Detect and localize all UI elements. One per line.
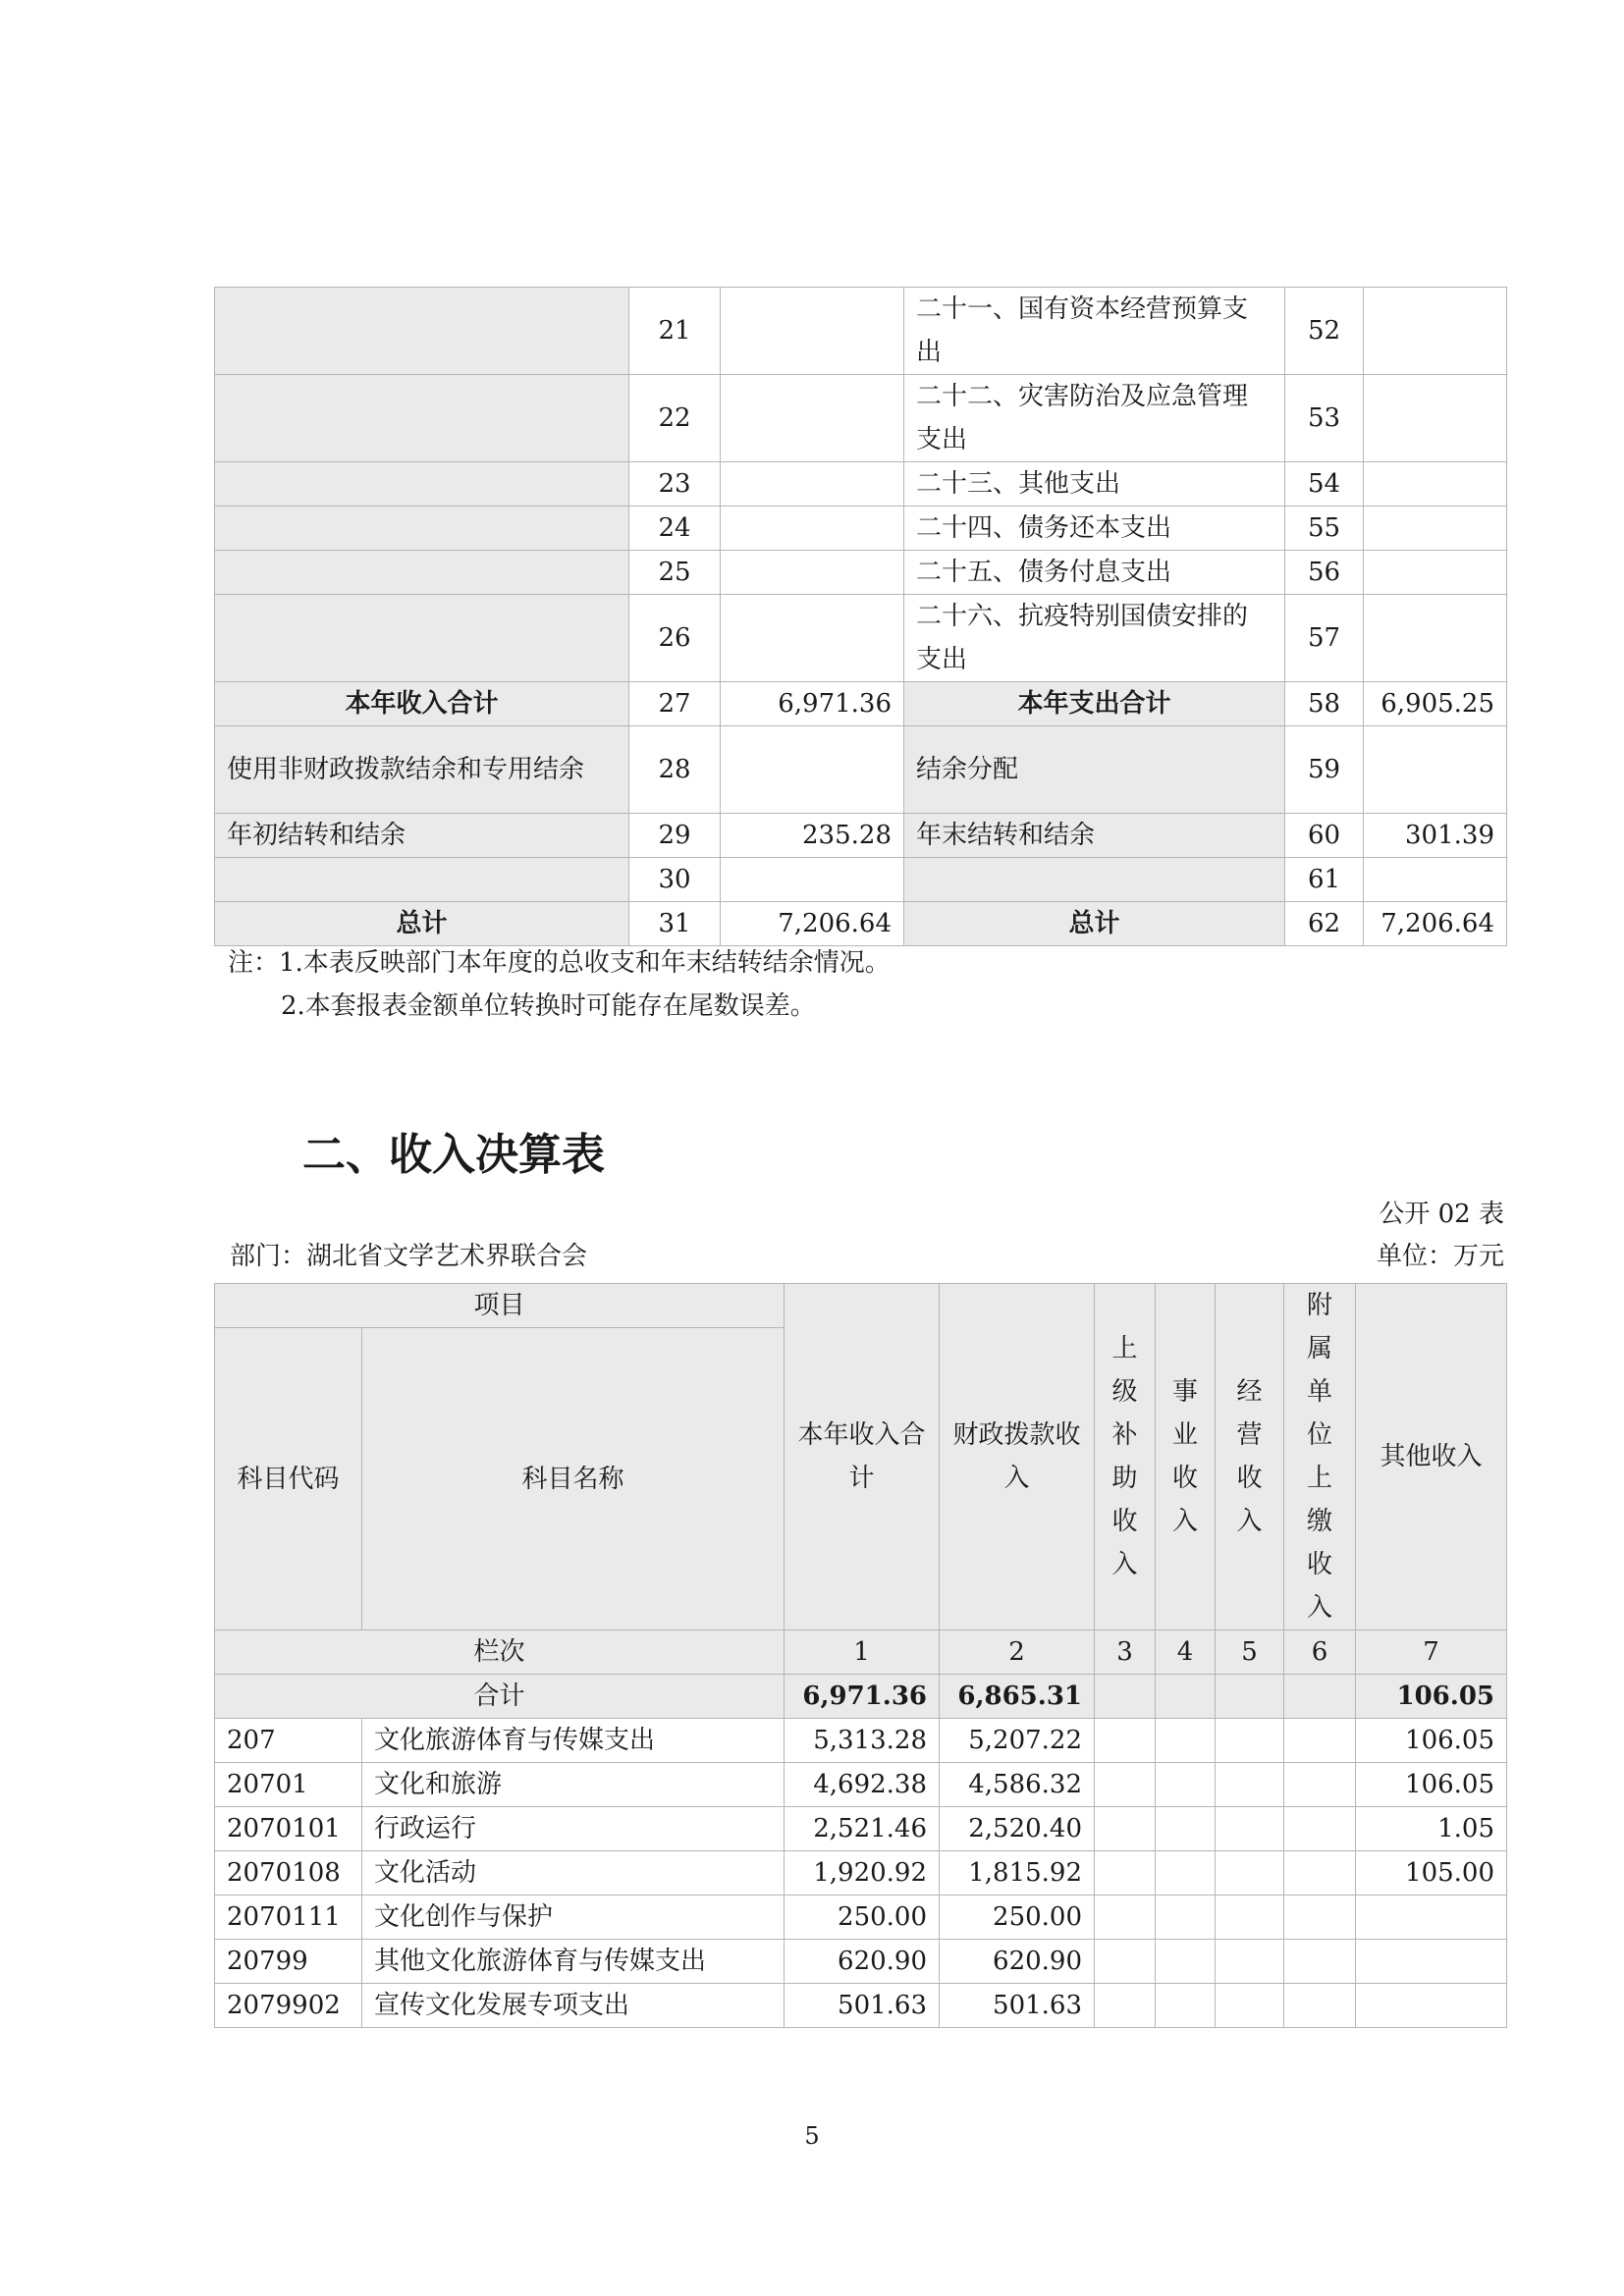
sum-label: 合计 [215, 1675, 785, 1719]
fiscal-income: 1,815.92 [940, 1851, 1095, 1896]
income-line-no: 22 [629, 375, 721, 462]
income-amount [721, 375, 904, 462]
empty-cell [1156, 1719, 1216, 1763]
income-amount [721, 507, 904, 551]
sum-operating [1216, 1675, 1284, 1719]
expense-label: 总计 [904, 902, 1285, 946]
subject-code: 20799 [215, 1940, 362, 1984]
table-row [215, 595, 1507, 682]
column-index-6: 6 [1284, 1630, 1356, 1675]
income-label [215, 288, 629, 375]
expense-label: 结余分配 [904, 726, 1285, 814]
income-line-no: 30 [629, 858, 721, 902]
table-row [215, 1807, 1507, 1851]
empty-cell [1095, 1807, 1156, 1851]
expense-label: 二十五、债务付息支出 [904, 551, 1285, 595]
expense-amount: 7,206.64 [1364, 902, 1507, 946]
column-index-7: 7 [1356, 1630, 1507, 1675]
empty-cell [1095, 1851, 1156, 1896]
empty-cell [1284, 1807, 1356, 1851]
table-row [215, 814, 1507, 858]
header-code: 科目代码 [215, 1328, 362, 1630]
header-row [215, 1284, 1507, 1328]
table-note-2: 2.本套报表金额单位转换时可能存在尾数误差。 [281, 991, 816, 1021]
sum-affiliated [1284, 1675, 1356, 1719]
empty-cell [1156, 1984, 1216, 2028]
sum-business [1156, 1675, 1216, 1719]
empty-cell [1216, 1940, 1284, 1984]
table-row [215, 551, 1507, 595]
expense-label: 年末结转和结余 [904, 814, 1285, 858]
income-amount: 6,971.36 [721, 682, 904, 726]
total-income: 4,692.38 [785, 1763, 940, 1807]
income-line-no: 25 [629, 551, 721, 595]
other-income [1356, 1940, 1507, 1984]
table-row [215, 462, 1507, 507]
income-label: 本年收入合计 [215, 682, 629, 726]
empty-cell [1095, 1896, 1156, 1940]
subject-code: 2070111 [215, 1896, 362, 1940]
subject-code: 2070108 [215, 1851, 362, 1896]
empty-cell [1216, 1763, 1284, 1807]
subject-name: 其他文化旅游体育与传媒支出 [362, 1940, 785, 1984]
income-label [215, 595, 629, 682]
subject-name: 行政运行 [362, 1807, 785, 1851]
fiscal-income: 5,207.22 [940, 1719, 1095, 1763]
fiscal-income: 250.00 [940, 1896, 1095, 1940]
department-label: 部门：湖北省文学艺术界联合会 [230, 1242, 588, 1271]
income-line-no: 26 [629, 595, 721, 682]
total-income: 250.00 [785, 1896, 940, 1940]
expense-label: 二十三、其他支出 [904, 462, 1285, 507]
header-item: 项目 [215, 1284, 785, 1328]
sum-row [215, 1675, 1507, 1719]
income-line-no: 27 [629, 682, 721, 726]
expense-line-no: 53 [1285, 375, 1364, 462]
expense-amount [1364, 595, 1507, 682]
sum-total: 6,971.36 [785, 1675, 940, 1719]
header-business: 事 业 收 入 [1156, 1284, 1216, 1630]
income-label: 年初结转和结余 [215, 814, 629, 858]
empty-cell [1156, 1940, 1216, 1984]
table-row [215, 375, 1507, 462]
income-line-no: 23 [629, 462, 721, 507]
expense-amount [1364, 507, 1507, 551]
other-income: 106.05 [1356, 1719, 1507, 1763]
empty-cell [1284, 1763, 1356, 1807]
total-income: 5,313.28 [785, 1719, 940, 1763]
income-line-no: 31 [629, 902, 721, 946]
income-label [215, 507, 629, 551]
income-label [215, 462, 629, 507]
income-line-no: 24 [629, 507, 721, 551]
other-income: 106.05 [1356, 1763, 1507, 1807]
expense-line-no: 52 [1285, 288, 1364, 375]
empty-cell [1095, 1984, 1156, 2028]
column-index-5: 5 [1216, 1630, 1284, 1675]
table-row [215, 1763, 1507, 1807]
other-income: 105.00 [1356, 1851, 1507, 1896]
income-amount [721, 462, 904, 507]
expense-label: 本年支出合计 [904, 682, 1285, 726]
header-affiliated: 附 属 单 位 上 缴 收 入 [1284, 1284, 1356, 1630]
subject-code: 2079902 [215, 1984, 362, 2028]
expense-label: 二十一、国有资本经营预算支出 [904, 288, 1285, 375]
column-index-1: 1 [785, 1630, 940, 1675]
expense-amount [1364, 375, 1507, 462]
expense-line-no: 62 [1285, 902, 1364, 946]
empty-cell [1284, 1984, 1356, 2028]
expense-label [904, 858, 1285, 902]
other-income: 1.05 [1356, 1807, 1507, 1851]
form-number: 公开 02 表 [1379, 1200, 1504, 1229]
column-index-label: 栏次 [215, 1630, 785, 1675]
other-income [1356, 1896, 1507, 1940]
total-income: 620.90 [785, 1940, 940, 1984]
income-label: 使用非财政拨款结余和专用结余 [215, 726, 629, 814]
income-amount [721, 858, 904, 902]
income-amount [721, 595, 904, 682]
expense-amount [1364, 288, 1507, 375]
income-label [215, 858, 629, 902]
header-superior: 上 级 补 助 收 入 [1095, 1284, 1156, 1630]
empty-cell [1284, 1719, 1356, 1763]
income-table [214, 1283, 1507, 2028]
table-row [215, 682, 1507, 726]
column-index-3: 3 [1095, 1630, 1156, 1675]
empty-cell [1095, 1719, 1156, 1763]
balance-table [214, 287, 1507, 946]
expense-line-no: 58 [1285, 682, 1364, 726]
income-amount: 7,206.64 [721, 902, 904, 946]
fiscal-income: 2,520.40 [940, 1807, 1095, 1851]
page-number: 5 [804, 2122, 820, 2150]
column-index-4: 4 [1156, 1630, 1216, 1675]
income-line-no: 28 [629, 726, 721, 814]
empty-cell [1216, 1807, 1284, 1851]
table-row [215, 1940, 1507, 1984]
expense-amount [1364, 726, 1507, 814]
header-operating: 经 营 收 入 [1216, 1284, 1284, 1630]
income-label [215, 375, 629, 462]
sum-superior [1095, 1675, 1156, 1719]
empty-cell [1156, 1896, 1216, 1940]
expense-amount [1364, 462, 1507, 507]
empty-cell [1156, 1807, 1216, 1851]
subject-name: 文化和旅游 [362, 1763, 785, 1807]
header-fiscal: 财政拨款收入 [940, 1284, 1095, 1630]
table-row [215, 1896, 1507, 1940]
income-amount: 235.28 [721, 814, 904, 858]
total-income: 1,920.92 [785, 1851, 940, 1896]
expense-amount [1364, 551, 1507, 595]
empty-cell [1216, 1719, 1284, 1763]
expense-line-no: 56 [1285, 551, 1364, 595]
other-income [1356, 1984, 1507, 2028]
income-amount [721, 551, 904, 595]
empty-cell [1284, 1940, 1356, 1984]
subject-code: 20701 [215, 1763, 362, 1807]
subject-name: 文化活动 [362, 1851, 785, 1896]
empty-cell [1216, 1851, 1284, 1896]
empty-cell [1284, 1851, 1356, 1896]
expense-amount: 301.39 [1364, 814, 1507, 858]
expense-line-no: 60 [1285, 814, 1364, 858]
empty-cell [1095, 1940, 1156, 1984]
empty-cell [1156, 1763, 1216, 1807]
income-label [215, 551, 629, 595]
fiscal-income: 620.90 [940, 1940, 1095, 1984]
header-name: 科目名称 [362, 1328, 785, 1630]
total-income: 501.63 [785, 1984, 940, 2028]
subject-code: 207 [215, 1719, 362, 1763]
empty-cell [1216, 1896, 1284, 1940]
table-row [215, 507, 1507, 551]
expense-label: 二十六、抗疫特别国债安排的支出 [904, 595, 1285, 682]
column-index-2: 2 [940, 1630, 1095, 1675]
expense-amount: 6,905.25 [1364, 682, 1507, 726]
income-amount [721, 288, 904, 375]
empty-cell [1156, 1851, 1216, 1896]
section-title: 二、收入决算表 [302, 1130, 605, 1180]
income-line-no: 29 [629, 814, 721, 858]
income-amount [721, 726, 904, 814]
expense-line-no: 59 [1285, 726, 1364, 814]
expense-line-no: 55 [1285, 507, 1364, 551]
expense-amount [1364, 858, 1507, 902]
expense-line-no: 61 [1285, 858, 1364, 902]
table-row [215, 1719, 1507, 1763]
expense-label: 二十四、债务还本支出 [904, 507, 1285, 551]
sum-other: 106.05 [1356, 1675, 1507, 1719]
subject-code: 2070101 [215, 1807, 362, 1851]
column-index-row [215, 1630, 1507, 1675]
table-note-1: 注：1.本表反映部门本年度的总收支和年末结转结余情况。 [228, 948, 891, 978]
empty-cell [1216, 1984, 1284, 2028]
table-row [215, 726, 1507, 814]
table-row [215, 902, 1507, 946]
subject-name: 文化旅游体育与传媒支出 [362, 1719, 785, 1763]
subject-name: 文化创作与保护 [362, 1896, 785, 1940]
fiscal-income: 501.63 [940, 1984, 1095, 2028]
table-row [215, 1851, 1507, 1896]
table-row [215, 1984, 1507, 2028]
header-total: 本年收入合计 [785, 1284, 940, 1630]
expense-line-no: 57 [1285, 595, 1364, 682]
expense-line-no: 54 [1285, 462, 1364, 507]
sum-fiscal: 6,865.31 [940, 1675, 1095, 1719]
unit-label: 单位：万元 [1376, 1242, 1504, 1271]
expense-label: 二十二、灾害防治及应急管理支出 [904, 375, 1285, 462]
empty-cell [1284, 1896, 1356, 1940]
income-label: 总计 [215, 902, 629, 946]
total-income: 2,521.46 [785, 1807, 940, 1851]
empty-cell [1095, 1763, 1156, 1807]
income-line-no: 21 [629, 288, 721, 375]
fiscal-income: 4,586.32 [940, 1763, 1095, 1807]
header-other: 其他收入 [1356, 1284, 1507, 1630]
subject-name: 宣传文化发展专项支出 [362, 1984, 785, 2028]
table-row [215, 858, 1507, 902]
table-row [215, 288, 1507, 375]
